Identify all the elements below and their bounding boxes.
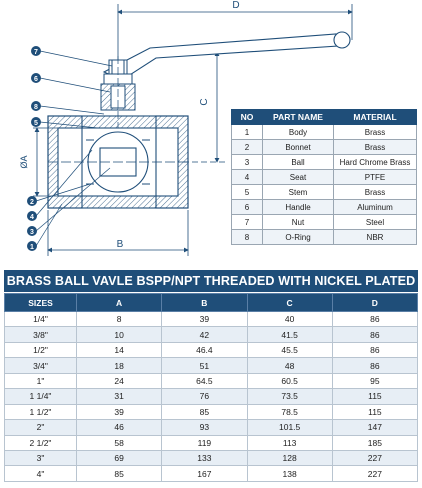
spec-b: 42 <box>162 327 247 342</box>
parts-material: Aluminum <box>334 200 417 215</box>
spec-size: 3/4" <box>5 358 77 373</box>
spec-size: 1 1/4" <box>5 389 77 404</box>
spec-c: 48 <box>247 358 332 373</box>
spec-a: 58 <box>77 435 162 450</box>
spec-a: 10 <box>77 327 162 342</box>
parts-name: Stem <box>263 185 334 200</box>
parts-material: Brass <box>334 140 417 155</box>
callout-2 <box>27 196 37 206</box>
parts-row <box>232 200 417 215</box>
parts-material: Hard Chrome Brass <box>334 155 417 170</box>
spec-c: 41.5 <box>247 327 332 342</box>
spec-c: 60.5 <box>247 373 332 388</box>
parts-name: Body <box>263 125 334 140</box>
spec-row <box>5 389 418 404</box>
spec-b: 133 <box>162 450 247 465</box>
spec-c: 78.5 <box>247 404 332 419</box>
spec-header-c: C <box>247 294 332 312</box>
spec-row <box>5 420 418 435</box>
handle <box>104 32 350 80</box>
parts-no: 3 <box>232 155 263 170</box>
spec-b: 39 <box>162 312 247 327</box>
callout-4 <box>27 211 37 221</box>
spec-table-title: BRASS BALL VAVLE BSPP/NPT THREADED WITH NICKEL PLATED <box>4 270 418 292</box>
callout-5 <box>31 117 41 127</box>
callout-7 <box>31 46 41 56</box>
parts-material: Steel <box>334 215 417 230</box>
parts-no: 2 <box>232 140 263 155</box>
parts-material: NBR <box>334 230 417 245</box>
callout-8 <box>31 101 41 111</box>
callout-6 <box>31 73 41 83</box>
spec-d: 115 <box>332 404 417 419</box>
spec-d: 86 <box>332 342 417 357</box>
dimension-d-label: D <box>232 0 240 11</box>
spec-header-a: A <box>77 294 162 312</box>
parts-no: 4 <box>232 170 263 185</box>
spec-d: 86 <box>332 327 417 342</box>
spec-size: 3/8" <box>5 327 77 342</box>
parts-header-part-name: PART NAME <box>263 110 334 125</box>
parts-no: 5 <box>232 185 263 200</box>
spec-header-sizes: SIZES <box>5 294 77 312</box>
parts-row <box>232 155 417 170</box>
parts-header-material: MATERIAL <box>334 110 417 125</box>
parts-table <box>231 109 417 245</box>
parts-name: Nut <box>263 215 334 230</box>
spec-a: 46 <box>77 420 162 435</box>
spec-d: 147 <box>332 420 417 435</box>
spec-d: 227 <box>332 466 417 481</box>
spec-row <box>5 404 418 419</box>
svg-text:3: 3 <box>30 229 34 236</box>
spec-b: 51 <box>162 358 247 373</box>
parts-row <box>232 125 417 140</box>
parts-no: 6 <box>232 200 263 215</box>
spec-b: 76 <box>162 389 247 404</box>
spec-size: 2" <box>5 420 77 435</box>
spec-row <box>5 358 418 373</box>
dimension-b-label: B <box>116 239 124 250</box>
spec-size: 2 1/2" <box>5 435 77 450</box>
spec-row <box>5 466 418 481</box>
spec-size: 4" <box>5 466 77 481</box>
spec-header-b: B <box>162 294 247 312</box>
parts-material: PTFE <box>334 170 417 185</box>
dimension-a-label: ØA <box>19 155 29 169</box>
svg-text:7: 7 <box>34 49 38 56</box>
spec-size: 1/4" <box>5 312 77 327</box>
spec-b: 64.5 <box>162 373 247 388</box>
spec-b: 85 <box>162 404 247 419</box>
spec-size: 1" <box>5 373 77 388</box>
spec-a: 24 <box>77 373 162 388</box>
parts-row <box>232 230 417 245</box>
parts-name: Ball <box>263 155 334 170</box>
spec-d: 86 <box>332 358 417 373</box>
parts-header-no: NO <box>232 110 263 125</box>
spec-table-header <box>5 294 418 312</box>
spec-b: 119 <box>162 435 247 450</box>
spec-row <box>5 450 418 465</box>
svg-text:5: 5 <box>34 120 38 127</box>
spec-a: 69 <box>77 450 162 465</box>
svg-text:8: 8 <box>34 104 38 111</box>
parts-name: Seat <box>263 170 334 185</box>
svg-text:2: 2 <box>30 199 34 206</box>
parts-name: O-Ring <box>263 230 334 245</box>
spec-c: 113 <box>247 435 332 450</box>
parts-no: 7 <box>232 215 263 230</box>
svg-text:6: 6 <box>34 76 38 83</box>
svg-text:4: 4 <box>30 214 34 221</box>
svg-text:1: 1 <box>30 244 34 251</box>
spec-b: 93 <box>162 420 247 435</box>
spec-a: 14 <box>77 342 162 357</box>
parts-material: Brass <box>334 125 417 140</box>
spec-c: 128 <box>247 450 332 465</box>
callout-3 <box>27 226 37 236</box>
spec-d: 86 <box>332 312 417 327</box>
spec-c: 138 <box>247 466 332 481</box>
spec-row <box>5 373 418 388</box>
dimension-c-label: C <box>199 98 210 106</box>
spec-d: 115 <box>332 389 417 404</box>
spec-size: 1 1/2" <box>5 404 77 419</box>
spec-c: 73.5 <box>247 389 332 404</box>
spec-b: 46.4 <box>162 342 247 357</box>
spec-a: 39 <box>77 404 162 419</box>
spec-size: 3" <box>5 450 77 465</box>
spec-b: 167 <box>162 466 247 481</box>
spec-a: 31 <box>77 389 162 404</box>
spec-c: 40 <box>247 312 332 327</box>
spec-d: 227 <box>332 450 417 465</box>
parts-row <box>232 185 417 200</box>
parts-row <box>232 140 417 155</box>
spec-table <box>4 293 418 482</box>
valve-body <box>48 116 190 208</box>
callout-1 <box>27 241 37 251</box>
spec-size: 1/2" <box>5 342 77 357</box>
parts-no: 1 <box>232 125 263 140</box>
parts-no: 8 <box>232 230 263 245</box>
spec-c: 101.5 <box>247 420 332 435</box>
spec-a: 18 <box>77 358 162 373</box>
parts-row <box>232 215 417 230</box>
spec-a: 8 <box>77 312 162 327</box>
spec-row <box>5 312 418 327</box>
spec-row <box>5 342 418 357</box>
parts-material: Brass <box>334 185 417 200</box>
parts-name: Bonnet <box>263 140 334 155</box>
spec-row <box>5 435 418 450</box>
spec-header-d: D <box>332 294 417 312</box>
spec-a: 85 <box>77 466 162 481</box>
spec-d: 95 <box>332 373 417 388</box>
spec-c: 45.5 <box>247 342 332 357</box>
parts-name: Handle <box>263 200 334 215</box>
parts-row <box>232 170 417 185</box>
parts-table-header <box>232 110 417 125</box>
spec-d: 185 <box>332 435 417 450</box>
spec-row <box>5 327 418 342</box>
